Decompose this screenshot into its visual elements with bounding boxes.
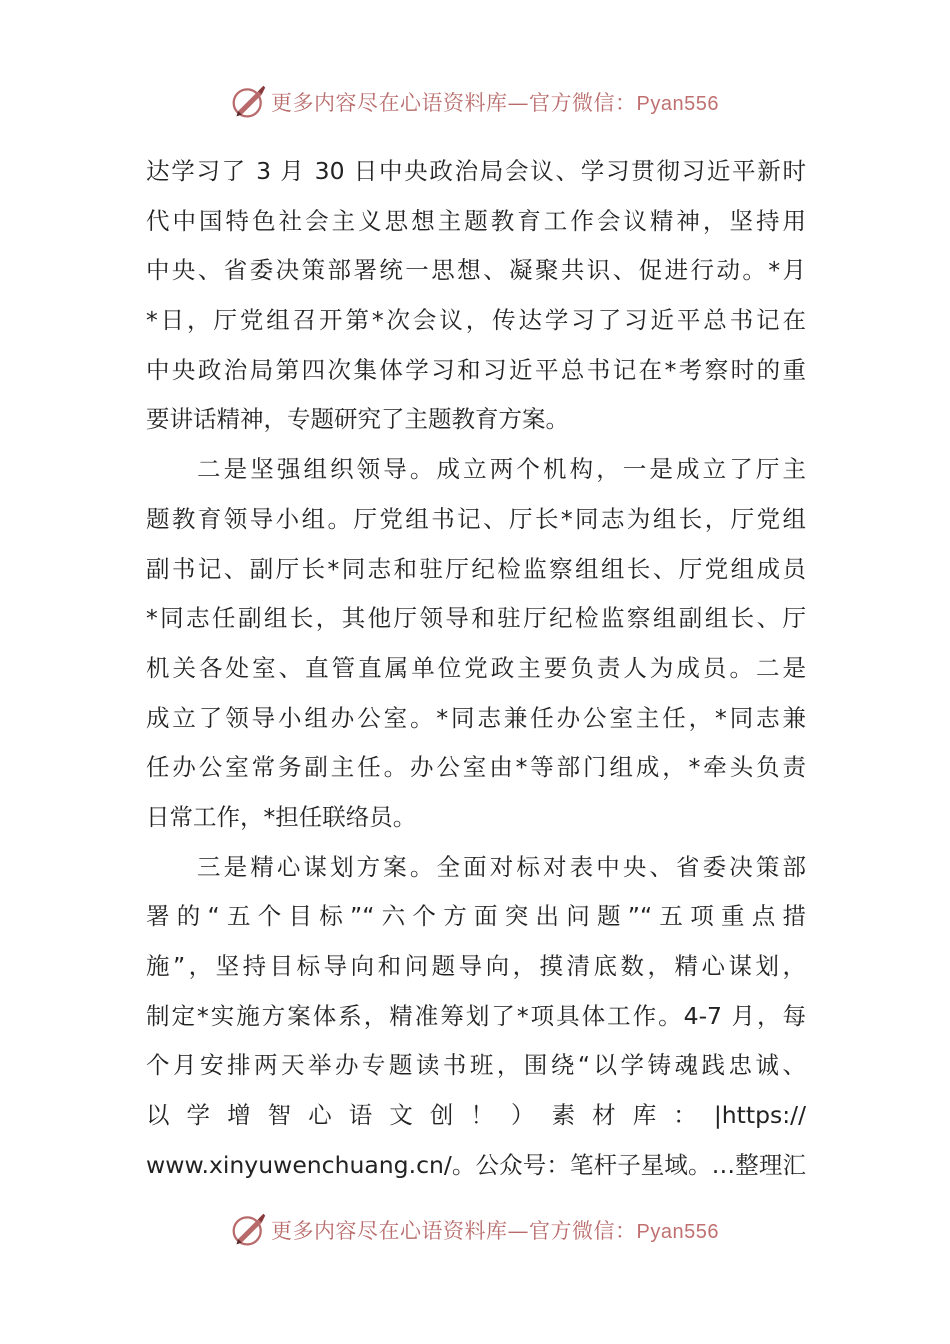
footer-banner-text: 更多内容尽在心语资料库—官方微信：Pyan556 (271, 1219, 719, 1243)
body-line: www.xinyuwenchuang.cn/。公众号：笔杆子星域。…整理汇 (146, 1150, 806, 1179)
header-banner (0, 80, 950, 124)
body-line: 日常工作，*担任联络员。 (146, 802, 417, 831)
body-line: 中央、省委决策部署统一思想、凝聚共识、促进行动。*月 (146, 256, 806, 285)
body-line: 达学习了 3 月 30 日中央政治局会议、学习贯彻习近平新时 (146, 157, 806, 185)
pen-logo-icon (231, 84, 267, 120)
body-line: *同志任副组长，其他厅领导和驻厅纪检监察组副组长、厅 (146, 604, 806, 633)
body-line: 以 学 增 智 心 语 文 创 ！ ） 素 材 库 ： |https:// (146, 1101, 806, 1130)
body-line: 代中国特色社会主义思想主题教育工作会议精神，坚持用 (146, 206, 806, 235)
body-line: 三是精心谋划方案。全面对标对表中央、省委决策部 (197, 852, 806, 881)
body-line: 机关各处室、直管直属单位党政主要负责人为成员。二是 (146, 653, 806, 682)
body-line: 署的“五个目标”“六个方面突出问题”“五项重点措 (146, 902, 806, 931)
body-line: 施”，坚持目标导向和问题导向，摸清底数，精心谋划， (146, 952, 806, 980)
body-line: 要讲话精神，专题研究了主题教育方案。 (146, 405, 569, 434)
body-line: 中央政治局第四次集体学习和习近平总书记在*考察时的重 (146, 355, 806, 384)
header-banner-text: 更多内容尽在心语资料库—官方微信：Pyan556 (271, 91, 719, 115)
body-line: 制定*实施方案体系，精准筹划了*项具体工作。4-7 月，每 (146, 1001, 806, 1030)
body-line: 成立了领导小组办公室。*同志兼任办公室主任，*同志兼 (146, 703, 806, 732)
body-line: 副书记、副厅长*同志和驻厅纪检监察组组长、厅党组成员 (146, 554, 806, 583)
document-body (146, 147, 806, 1190)
pen-logo-icon (231, 1212, 267, 1248)
body-line: 任办公室常务副主任。办公室由*等部门组成，*牵头负责 (146, 753, 806, 782)
footer-banner (0, 1208, 950, 1252)
body-line: 个月安排两天举办专题读书班，围绕“以学铸魂践忠诚、 (146, 1051, 806, 1080)
body-line: *日，厅党组召开第*次会议，传达学习了习近平总书记在 (146, 306, 806, 335)
body-line: 题教育领导小组。厅党组书记、厅长*同志为组长，厅党组 (146, 504, 806, 533)
body-line: 二是坚强组织领导。成立两个机构，一是成立了厅主 (197, 455, 806, 484)
